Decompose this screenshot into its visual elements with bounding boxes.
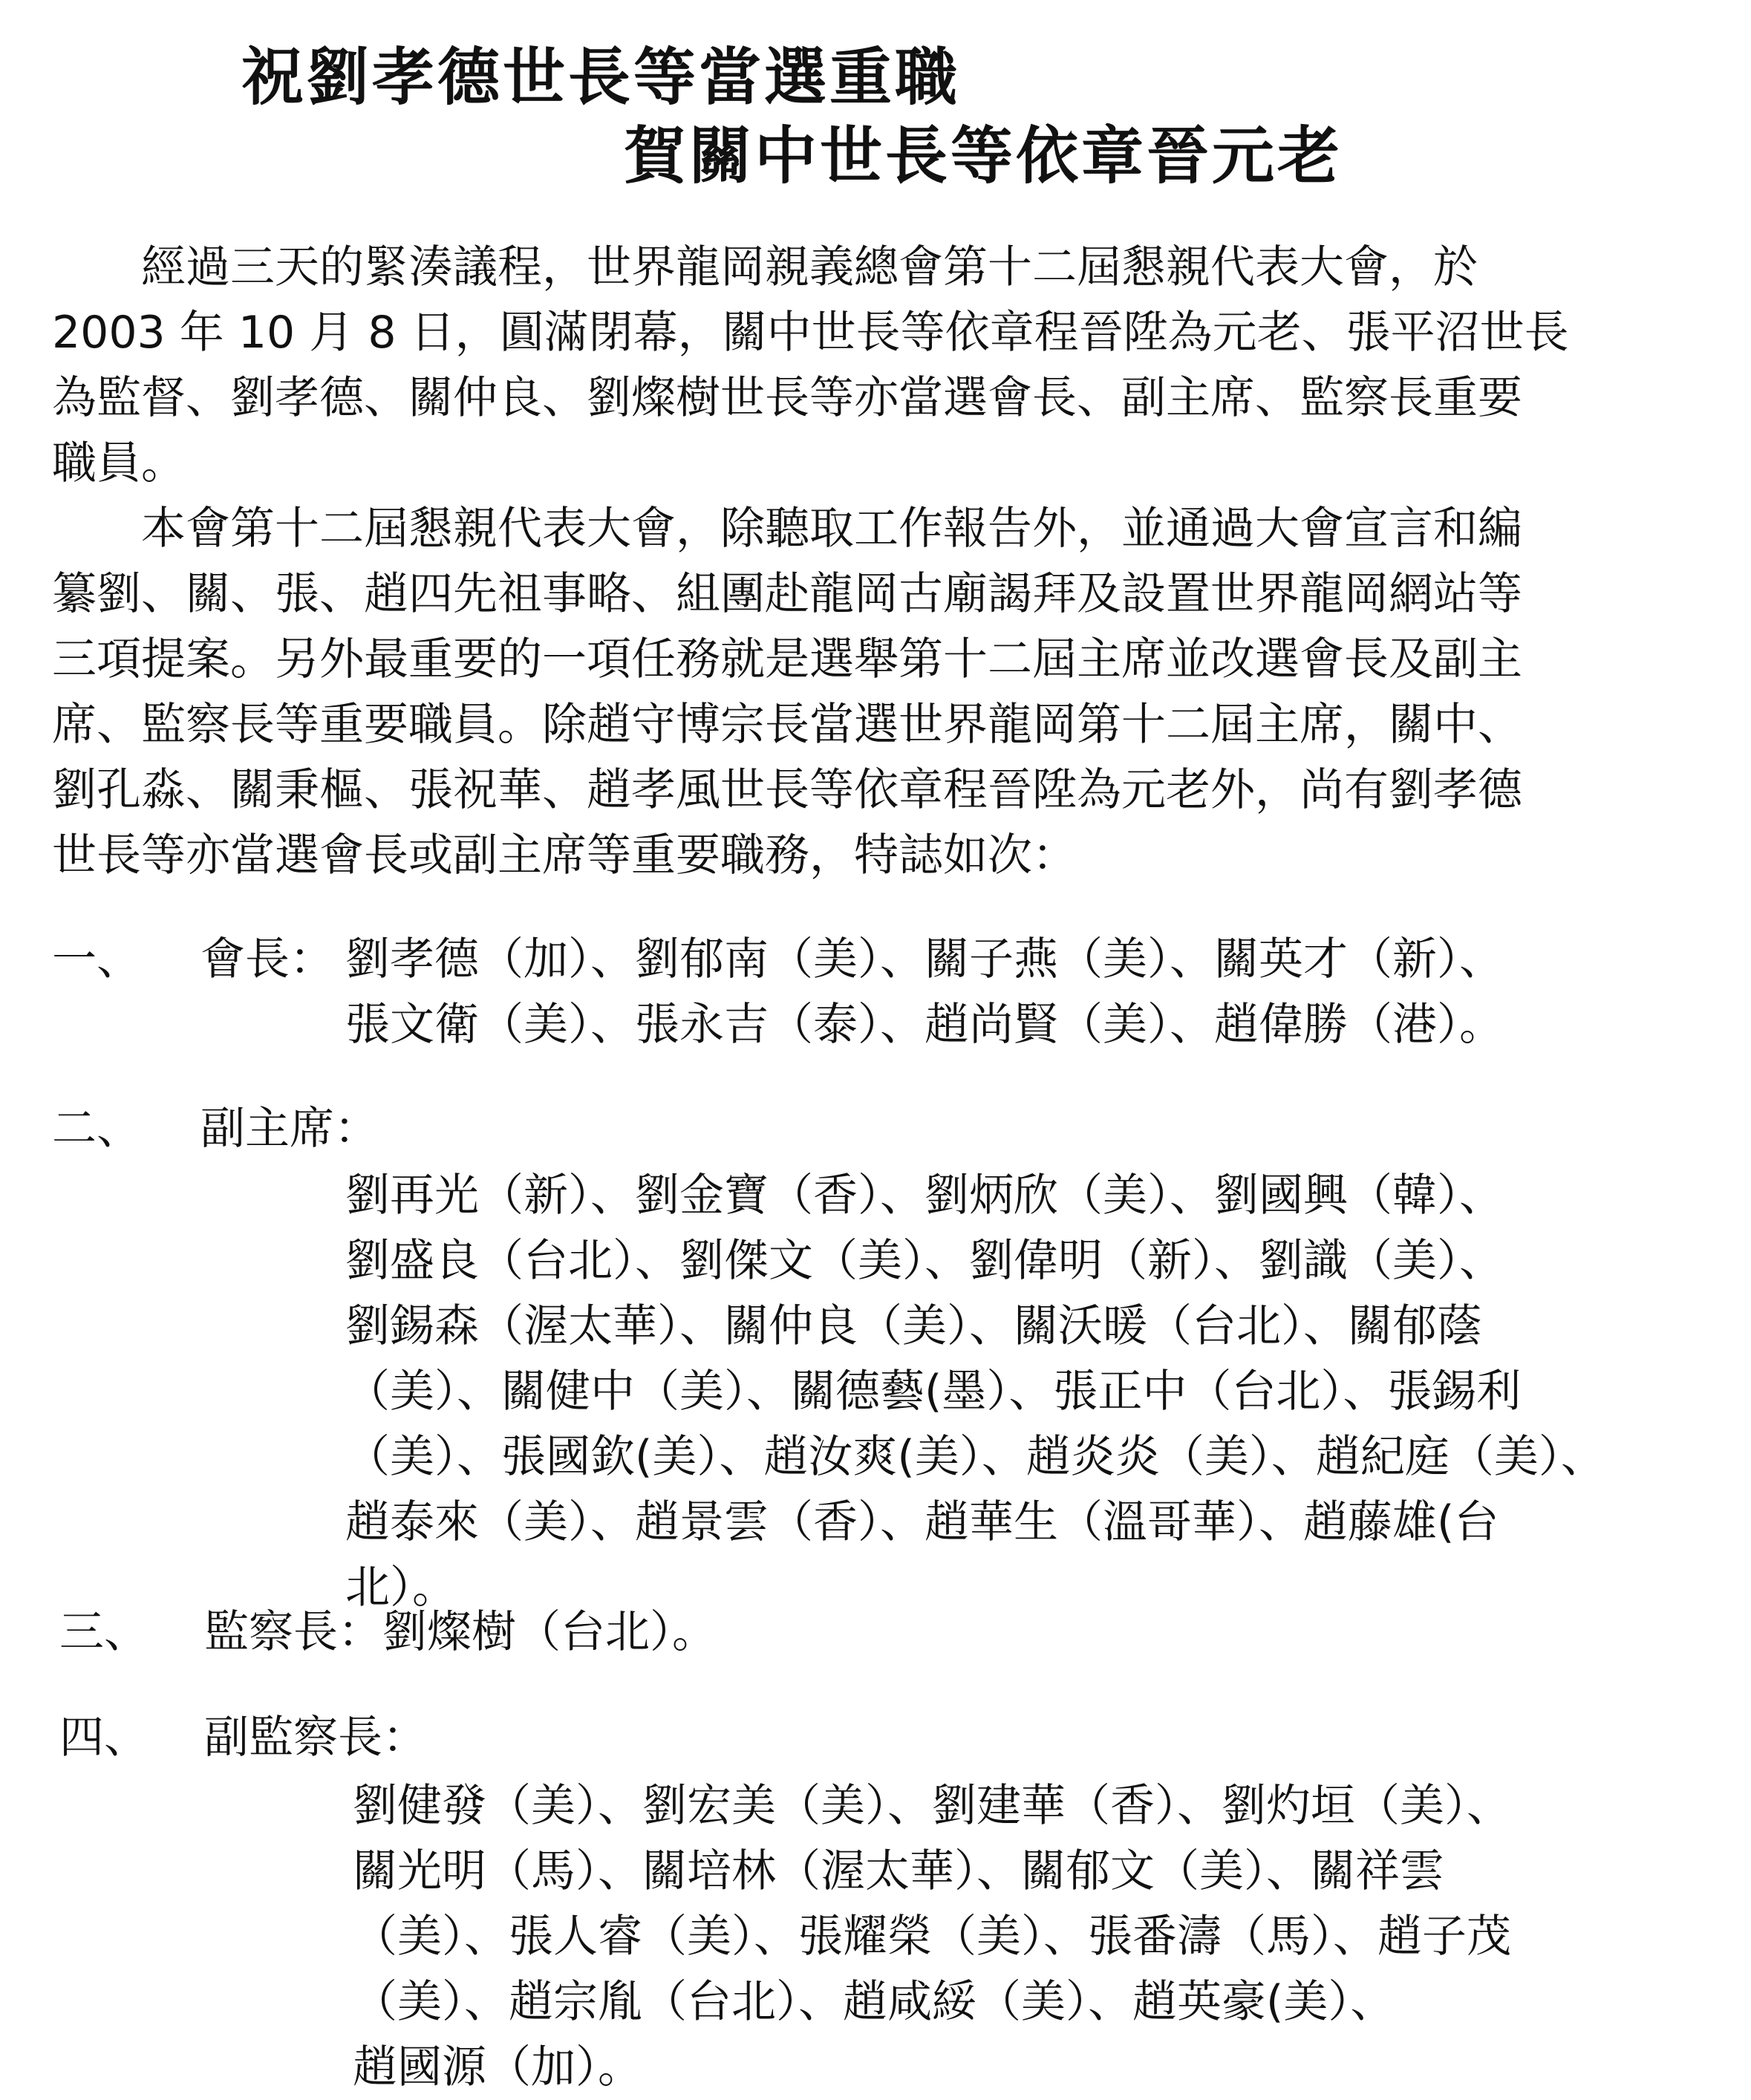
name-line: （美）、張人睿（美）、張耀榮（美）、張番濤（馬）、趙子茂	[353, 1911, 1511, 1963]
name-line: （美）、關健中（美）、關德藝(墨）、張正中（台北）、張錫利	[345, 1366, 1522, 1418]
section-number: 三、	[59, 1606, 149, 1658]
name-list	[353, 1773, 1511, 2100]
name-list	[345, 1163, 1605, 1620]
title-line-2: 賀關中世長等依章晉元老	[624, 120, 1343, 192]
name-line: （美）、張國欽(美）、趙汝爽(美）、趙炎炎（美）、趙紀庭（美）、	[345, 1431, 1605, 1483]
section-label: 監察長：劉燦樹（台北）。	[204, 1606, 717, 1658]
name-line: 趙泰來（美）、趙景雲（香）、趙華生（溫哥華）、趙藤雄(台	[345, 1496, 1499, 1548]
name-line: 北）。	[345, 1562, 457, 1614]
name-line: 趙國源（加）。	[353, 2041, 642, 2093]
name-line: 劉健發（美）、劉宏美（美）、劉建華（香）、劉灼垣（美）、	[353, 1780, 1511, 1832]
name-line: 關光明（馬）、關培林（渥太華）、關郁文（美）、關祥雲	[353, 1845, 1444, 1897]
title-line-1: 祝劉孝德世長等當選重職	[241, 41, 961, 114]
section-number: 二、	[52, 1103, 141, 1155]
body-line: 經過三天的緊湊議程，世界龍岡親義總會第十二屆懇親代表大會，於	[52, 241, 1478, 293]
body-line: 劉孔淼、關秉樞、張祝華、趙孝風世長等依章程晉陞為元老外，尚有劉孝德	[52, 764, 1522, 816]
body-line: 為監督、劉孝德、關仲良、劉燦樹世長等亦當選會長、副主席、監察長重要	[52, 372, 1522, 424]
body-line: 世長等亦當選會長或副主席等重要職務，特誌如次：	[52, 829, 1077, 881]
name-line: （美）、趙宗胤（台北）、趙咸綏（美）、趙英豪(美）、	[353, 1976, 1395, 2028]
name-list	[345, 927, 1504, 1057]
name-line: 劉盛良（台北）、劉傑文（美）、劉偉明（新）、劉識（美）、	[345, 1235, 1504, 1287]
name-line: 張文衛（美）、張永吉（泰）、趙尚賢（美）、趙偉勝（港）。	[345, 999, 1504, 1051]
body-line: 本會第十二屆懇親代表大會，除聽取工作報告外，並通過大會宣言和編	[52, 503, 1522, 555]
name-line: 劉孝德（加）、劉郁南（美）、關子燕（美）、關英才（新）、	[345, 933, 1504, 985]
body-line: 2003 年 10 月 8 日，圓滿閉幕，關中世長等依章程晉陞為元老、張平沼世長	[52, 307, 1569, 359]
section-label: 副主席：	[200, 1103, 379, 1155]
name-line: 劉錫森（渥太華）、關仲良（美）、關沃暖（台北）、關郁蔭	[345, 1300, 1481, 1352]
body-line: 職員。	[52, 437, 186, 489]
body-line: 席、監察長等重要職員。除趙守博宗長當選世界龍岡第十二屆主席，關中、	[52, 699, 1522, 751]
name-line: 劉再光（新）、劉金寶（香）、劉炳欣（美）、劉國興（韓）、	[345, 1170, 1504, 1222]
body-line: 三項提案。另外最重要的一項任務就是選舉第十二屆主席並改選會長及副主	[52, 633, 1522, 685]
section-number: 一、	[52, 933, 141, 985]
section-label: 副監察長：	[204, 1712, 427, 1764]
section-number: 四、	[59, 1712, 149, 1764]
section-label: 會長：	[200, 933, 334, 985]
body-line: 纂劉、關、張、趙四先祖事略、組團赴龍岡古廟謁拜及設置世界龍岡網站等	[52, 568, 1522, 620]
